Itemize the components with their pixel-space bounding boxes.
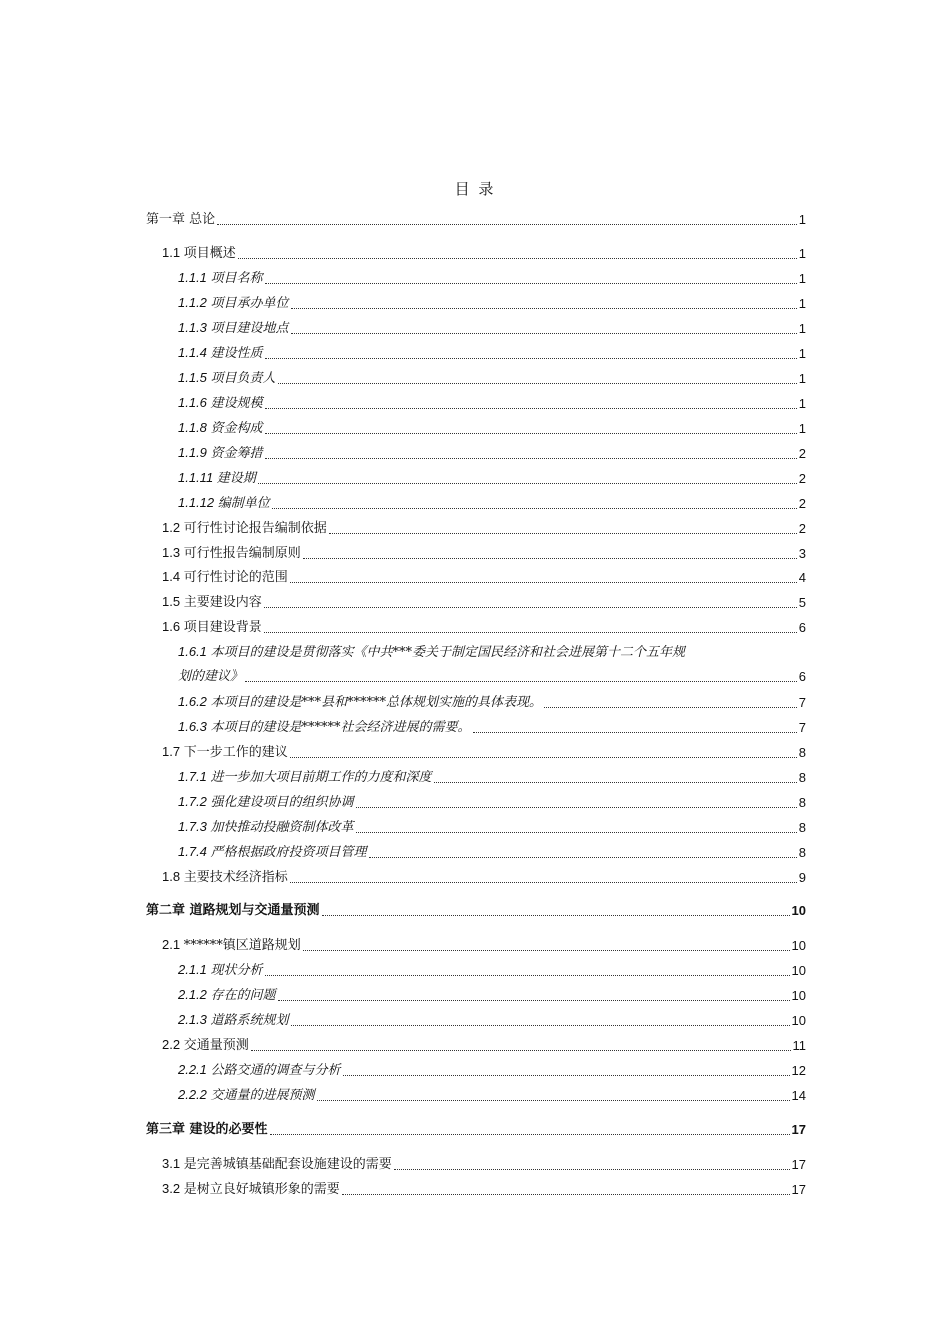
toc-entry[interactable] [162, 1180, 806, 1199]
toc-entry[interactable] [162, 618, 806, 637]
toc-entry-text: 交通量预测 [183, 1038, 249, 1053]
toc-entry[interactable] [178, 1011, 806, 1030]
toc-entry-text: 交通量的进展预测 [210, 1088, 315, 1103]
toc-entry-label [178, 986, 276, 1005]
toc-entry-text: 是树立良好城镇形象的需要 [183, 1182, 340, 1197]
toc-page-number: 1 [798, 421, 806, 436]
toc-entry[interactable] [178, 344, 806, 363]
dot-leader [342, 1194, 790, 1195]
toc-entry-text: 建设期 [216, 471, 256, 486]
toc-entry-text: 可行性讨论的范围 [183, 570, 288, 585]
toc-entry-number: 1.1.12 [178, 495, 218, 510]
dot-leader [278, 1000, 790, 1001]
dot-leader [394, 1169, 790, 1170]
toc-entry-label [162, 568, 288, 587]
toc-entry-text: 项目名称 [210, 271, 263, 286]
dot-leader [291, 308, 797, 309]
toc-entry[interactable] [178, 843, 806, 862]
dot-leader [329, 533, 797, 534]
toc-entry[interactable] [146, 1121, 806, 1139]
toc-page-number: 6 [798, 620, 806, 635]
toc-entry-number: 2.2.2 [178, 1087, 211, 1102]
toc-entry-label [162, 1180, 340, 1199]
toc-page-number: 14 [791, 1088, 806, 1103]
dot-leader [265, 283, 797, 284]
toc-entry[interactable] [178, 693, 806, 712]
toc-entry-label [162, 868, 288, 887]
toc-page-number: 17 [791, 1182, 806, 1197]
toc-entry-number: 1.1.8 [178, 420, 211, 435]
toc-entry-text: 编制单位 [217, 496, 270, 511]
dot-leader [217, 224, 797, 225]
page-title: 目 录 [454, 180, 496, 198]
toc-entry-label [146, 211, 215, 229]
toc-entry-text: 第一章 总论 [146, 212, 216, 227]
dot-leader [343, 1075, 790, 1076]
toc-entry-number: 1.3 [162, 545, 184, 560]
toc-entry-number: 1.8 [162, 869, 184, 884]
toc-entry[interactable] [178, 961, 806, 980]
toc-entry-number: 1.1.2 [178, 295, 211, 310]
toc-page-number: 10 [791, 988, 806, 1003]
toc-entry-label [178, 344, 263, 363]
dot-leader [251, 1050, 791, 1051]
toc-entry-text: ******镇区道路规划 [183, 938, 301, 953]
toc-entry-label [178, 369, 276, 388]
toc-entry-text: 进一步加大项目前期工作的力度和深度 [210, 770, 432, 785]
toc-entry-number: 1.1.1 [178, 270, 211, 285]
dot-leader [264, 607, 797, 608]
dot-leader [303, 558, 797, 559]
toc-page-number: 2 [798, 471, 806, 486]
toc-entry-label [162, 936, 301, 955]
toc-entry-text: 是完善城镇基础配套设施建设的需要 [183, 1157, 392, 1172]
toc-entry-label [162, 618, 262, 637]
toc-entry-text: 项目概述 [183, 246, 236, 261]
toc-entry-number: 1.7.2 [178, 794, 211, 809]
toc-page-number: 8 [798, 820, 806, 835]
toc-entry[interactable] [162, 519, 806, 538]
toc-page-number: 1 [798, 346, 806, 361]
dot-leader [473, 732, 797, 733]
toc-entry-label [162, 1155, 392, 1174]
toc-entry-number: 1.6.1 [178, 644, 211, 659]
dot-leader [290, 582, 797, 583]
toc-entry-number: 1.1 [162, 245, 184, 260]
toc-entry-number: 1.4 [162, 569, 184, 584]
toc-page-number: 10 [791, 938, 806, 953]
toc-entry-text: 项目建设背景 [183, 620, 262, 635]
toc-entry-label [146, 902, 320, 920]
toc-entry-label [178, 718, 471, 737]
toc-entry-text: 资金筹措 [210, 446, 263, 461]
toc-entry[interactable] [178, 1086, 806, 1105]
toc-entry[interactable] [162, 743, 806, 762]
dot-leader [265, 408, 797, 409]
toc-page-number: 7 [798, 720, 806, 735]
toc-entry-number: 1.7.4 [178, 844, 211, 859]
toc-entry[interactable] [178, 444, 806, 463]
toc-entry-label [178, 1061, 341, 1080]
toc-entry[interactable] [178, 494, 806, 513]
dot-leader [291, 333, 797, 334]
toc-entry[interactable] [178, 469, 806, 488]
toc-entry-text: 主要技术经济指标 [183, 870, 288, 885]
toc-page-number: 9 [798, 870, 806, 885]
toc-entry[interactable] [178, 768, 806, 787]
dot-leader [290, 757, 797, 758]
toc-entry-label [178, 768, 432, 787]
toc-entry-label [162, 244, 236, 263]
toc-entry-label [178, 269, 263, 288]
toc-page-number: 8 [798, 845, 806, 860]
toc-entry[interactable] [178, 269, 806, 288]
toc-entry-text: 资金构成 [210, 421, 263, 436]
toc-entry-text: 建设性质 [210, 346, 263, 361]
toc-page-number: 6 [798, 669, 806, 684]
toc-entry[interactable] [178, 369, 806, 388]
toc-entry-number: 2.1 [162, 937, 184, 952]
toc-entry[interactable] [162, 1155, 806, 1174]
toc-entry-number: 2.1.3 [178, 1012, 211, 1027]
toc-entry-label [178, 469, 256, 488]
toc-entry-label [178, 319, 289, 338]
toc-entry-number: 2.1.2 [178, 987, 211, 1002]
toc-entry-label [178, 643, 685, 662]
toc-entry-label [178, 294, 289, 313]
toc-page-number: 17 [791, 1122, 806, 1137]
toc-page-number: 1 [798, 271, 806, 286]
toc-entry-label [178, 1011, 289, 1030]
toc-entry-text: 现状分析 [210, 963, 263, 978]
toc-page-number: 11 [792, 1038, 806, 1053]
toc-entry-text: 公路交通的调查与分析 [210, 1063, 341, 1078]
dot-leader [544, 707, 797, 708]
toc-entry-number: 2.2.1 [178, 1062, 211, 1077]
toc-entry[interactable] [178, 319, 806, 338]
toc-entry-text: 道路系统规划 [210, 1013, 289, 1028]
toc-entry-number: 1.1.11 [178, 470, 217, 485]
toc-entry-number: 1.6.2 [178, 694, 211, 709]
toc-entry-number: 1.5 [162, 594, 184, 609]
toc-entry-text: 划的建议》 [178, 669, 244, 684]
toc-entry-text: 第二章 道路规划与交通量预测 [146, 903, 320, 918]
toc-entry-number: 1.1.5 [178, 370, 211, 385]
toc-entry[interactable] [178, 718, 806, 737]
toc-entry-text: 项目建设地点 [210, 321, 289, 336]
toc-entry-text: 本项目的建设是***县和******总体规划实施的具体表现。 [210, 695, 543, 710]
toc-entry-label [162, 593, 262, 612]
toc-entry[interactable] [178, 643, 806, 662]
toc-page-number: 1 [798, 246, 806, 261]
toc-entry[interactable] [162, 1036, 806, 1055]
toc-entry-label [162, 1036, 249, 1055]
toc-entry[interactable] [162, 244, 806, 263]
dot-leader [278, 383, 797, 384]
toc-page-number: 4 [798, 570, 806, 585]
toc-page-number: 5 [798, 595, 806, 610]
toc-entry-text: 下一步工作的建议 [183, 745, 288, 760]
toc-entry[interactable] [178, 394, 806, 413]
toc-entry[interactable] [146, 211, 806, 229]
toc-entry-number: 1.1.4 [178, 345, 211, 360]
toc-entry-number: 1.7.1 [178, 769, 211, 784]
toc-entry-number: 1.1.9 [178, 445, 211, 460]
toc-entry-text: 第三章 建设的必要性 [146, 1122, 268, 1137]
dot-leader [272, 508, 797, 509]
dot-leader [303, 950, 790, 951]
dot-leader [238, 258, 797, 259]
toc-entry-text: 严格根据政府投资项目管理 [210, 845, 367, 860]
dot-leader [270, 1134, 790, 1135]
toc-page-number: 12 [791, 1063, 806, 1078]
toc-page-number: 2 [798, 496, 806, 511]
dot-leader [322, 915, 790, 916]
toc-entry-label [178, 818, 354, 837]
toc-entry-number: 3.2 [162, 1181, 184, 1196]
toc-entry-continuation[interactable] [178, 668, 806, 686]
toc-page-number: 8 [798, 795, 806, 810]
toc-entry-label [178, 394, 263, 413]
dot-leader [356, 832, 797, 833]
toc-page-number: 2 [798, 446, 806, 461]
toc-entry-number: 2.2 [162, 1037, 184, 1052]
toc-entry-number: 1.7.3 [178, 819, 211, 834]
toc-page-number: 2 [798, 521, 806, 536]
toc-entry[interactable] [178, 419, 806, 438]
toc-page-number: 8 [798, 745, 806, 760]
toc-entry-text: 存在的问题 [210, 988, 276, 1003]
toc-entry[interactable] [162, 868, 806, 887]
toc-page-number: 10 [791, 963, 806, 978]
toc-entry-label [178, 419, 263, 438]
toc-page-number: 3 [798, 546, 806, 561]
toc-entry-label [162, 743, 288, 762]
toc-page-number: 7 [798, 695, 806, 710]
toc-entry[interactable] [146, 902, 806, 920]
dot-leader [245, 681, 797, 682]
toc-entry-number: 1.6 [162, 619, 184, 634]
toc-entry-text: 加快推动投融资制体改革 [210, 820, 354, 835]
toc-entry-number: 1.1.6 [178, 395, 211, 410]
toc-page-number: 1 [798, 396, 806, 411]
toc-entry[interactable] [178, 793, 806, 812]
toc-entry-text: 建设规模 [210, 396, 263, 411]
dot-leader [265, 975, 790, 976]
toc-page-number: 10 [791, 903, 806, 918]
toc-entry-label [178, 793, 354, 812]
toc-page-number: 17 [791, 1157, 806, 1172]
toc-entry-text: 可行性讨论报告编制依据 [183, 521, 327, 536]
toc-page-number: 1 [798, 371, 806, 386]
toc-page-number: 1 [798, 296, 806, 311]
toc-page-number: 1 [798, 321, 806, 336]
dot-leader [265, 458, 797, 459]
toc-entry-text: 主要建设内容 [183, 595, 262, 610]
toc-entry-text: 本项目的建设是******社会经济进展的需要。 [210, 720, 471, 735]
toc-entry-text: 可行性报告编制原则 [183, 546, 301, 561]
toc-entry-number: 1.7 [162, 744, 184, 759]
dot-leader [290, 882, 797, 883]
toc-entry-label [178, 444, 263, 463]
dot-leader [317, 1100, 790, 1101]
dot-leader [264, 632, 797, 633]
toc-entry[interactable] [162, 568, 806, 587]
dot-leader [434, 782, 797, 783]
toc-entry-label [178, 843, 367, 862]
toc-entry[interactable] [162, 936, 806, 955]
toc-entry-text: 强化建设项目的组织协调 [210, 795, 354, 810]
toc-entry-number: 1.1.3 [178, 320, 211, 335]
toc-entry[interactable] [178, 294, 806, 313]
toc-entry[interactable] [178, 818, 806, 837]
toc-entry-number: 1.2 [162, 520, 184, 535]
toc-entry-label [162, 519, 327, 538]
dot-leader [265, 433, 797, 434]
toc-entry-number: 3.1 [162, 1156, 184, 1171]
toc-entry[interactable] [178, 1061, 806, 1080]
toc-entry-number: 1.6.3 [178, 719, 211, 734]
toc-entry[interactable] [178, 986, 806, 1005]
toc-page-number: 10 [791, 1013, 806, 1028]
toc-entry-label [178, 961, 263, 980]
toc-entry[interactable] [162, 593, 806, 612]
dot-leader [291, 1025, 790, 1026]
toc-entry-label [178, 693, 542, 712]
toc-entry-number: 2.1.1 [178, 962, 211, 977]
dot-leader [369, 857, 797, 858]
dot-leader [258, 483, 797, 484]
toc-entry-text: 本项目的建设是贯彻落实《中共***委关于制定国民经济和社会进展第十二个五年规 [210, 645, 686, 660]
toc-page-number: 8 [798, 770, 806, 785]
toc-entry[interactable] [162, 544, 806, 563]
toc-entry-text: 项目承办单位 [210, 296, 289, 311]
dot-leader [265, 358, 797, 359]
dot-leader [356, 807, 797, 808]
toc-page-number: 1 [798, 212, 806, 227]
toc-entry-label [146, 1121, 268, 1139]
toc-entry-label [178, 1086, 315, 1105]
toc-entry-text: 项目负责人 [210, 371, 276, 386]
toc-entry-label [162, 544, 301, 563]
toc-entry-label [178, 494, 270, 513]
